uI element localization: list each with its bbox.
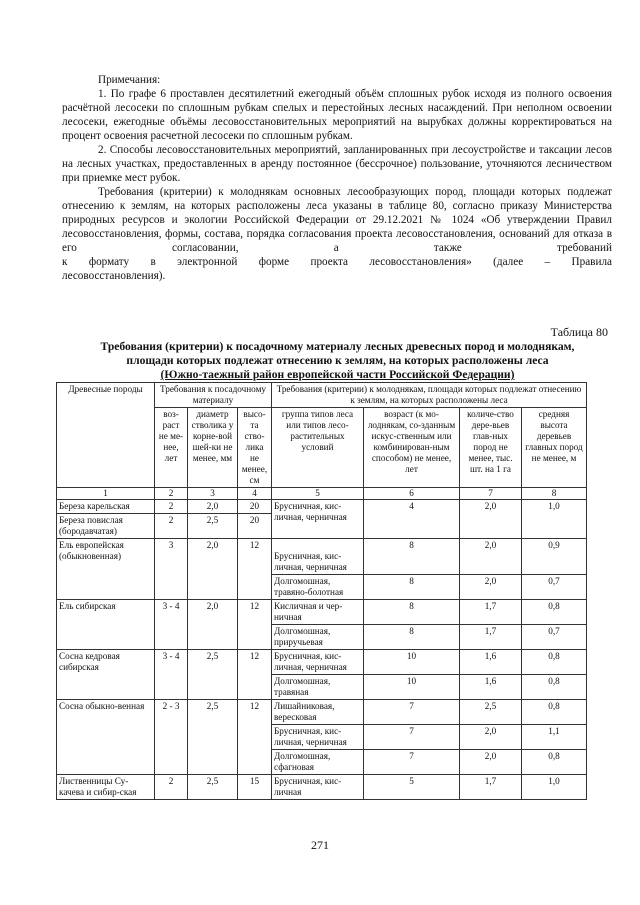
- avg-height-cell: 1,1: [522, 725, 587, 750]
- age-cell: 3 - 4: [155, 600, 188, 650]
- notes-section: [62, 73, 612, 283]
- age-cell: 2: [155, 514, 188, 539]
- young-age-cell: 8: [364, 539, 460, 575]
- diameter-cell: 2,5: [188, 650, 238, 700]
- header-young-age: возраст (к мо-лоднякам, со-зданным искус-ственным или комбинирован-ным способом) не менее, лет: [364, 408, 460, 488]
- forest-type-cell: Кисличная и чер-ничная: [272, 600, 364, 625]
- avg-height-cell: 0,7: [522, 625, 587, 650]
- forest-type-cell: Брусничная, кис-личная, черничная: [272, 500, 364, 539]
- height-cell: 15: [238, 775, 272, 800]
- avg-height-cell: 1,0: [522, 500, 587, 539]
- count-cell: 1,7: [460, 600, 522, 625]
- col-number: 6: [364, 488, 460, 500]
- forest-type-cell: Брусничная, кис-личная, черничная: [272, 539, 364, 575]
- height-cell: 12: [238, 650, 272, 700]
- forest-type-cell: Долгомошная, сфагновая: [272, 750, 364, 775]
- col-number: 7: [460, 488, 522, 500]
- count-cell: 2,0: [460, 750, 522, 775]
- young-age-cell: 8: [364, 625, 460, 650]
- forest-type-cell: Лишайниковая, вересковая: [272, 700, 364, 725]
- young-age-cell: 7: [364, 700, 460, 725]
- header-forest-type: группа типов леса или типов лесо-растительных условий: [272, 408, 364, 488]
- count-cell: 1,6: [460, 650, 522, 675]
- requirements-table: [56, 382, 587, 800]
- young-age-cell: 8: [364, 575, 460, 600]
- age-cell: 3: [155, 539, 188, 600]
- diameter-cell: 2,0: [188, 600, 238, 650]
- header-avg-height: средняя высота деревьев главных пород не менее, м: [522, 408, 587, 488]
- avg-height-cell: 0,8: [522, 650, 587, 675]
- header-planting: Требования к посадочному материалу: [155, 383, 272, 408]
- table-row: [57, 539, 587, 575]
- avg-height-cell: 0,9: [522, 539, 587, 575]
- forest-type-cell: Брусничная, кис-личная, черничная: [272, 725, 364, 750]
- table-row: [57, 775, 587, 800]
- count-cell: 2,0: [460, 539, 522, 575]
- count-cell: 2,0: [460, 500, 522, 539]
- avg-height-cell: 0,8: [522, 600, 587, 625]
- col-number: 8: [522, 488, 587, 500]
- requirements-paragraph: Требования (критерии) к молоднякам основных лесообразующих пород, площади которых подлежат отнесению к землям, на которых расположены леса указаны в таблице 80, согласно приказу Министерства природных ресурсов и экологии Российской Федерации от 29.12.2021 № 1024 «Об утверждении Правил лесовосстановления, формы, состава, порядка согласования проекта лесовосстановления, оснований для отказа в его согласовании, а также требований: [62, 186, 612, 254]
- species-cell: Сосна обыкно-венная: [57, 700, 155, 775]
- diameter-cell: 2,0: [188, 500, 238, 514]
- age-cell: 2: [155, 775, 188, 800]
- species-cell: Сосна кедровая сибирская: [57, 650, 155, 700]
- age-cell: 2: [155, 500, 188, 514]
- height-cell: 20: [238, 500, 272, 514]
- col-number: 1: [57, 488, 155, 500]
- species-cell: Ель сибирская: [57, 600, 155, 650]
- forest-type-cell: Брусничная, кис-личная: [272, 775, 364, 800]
- avg-height-cell: 0,7: [522, 575, 587, 600]
- col-number: 2: [155, 488, 188, 500]
- requirements-paragraph-end: лесовосстановления).: [62, 270, 166, 282]
- forest-type-cell: Брусничная, кис-личная, черничная: [272, 650, 364, 675]
- diameter-cell: 2,5: [188, 775, 238, 800]
- species-cell: Береза повислая (бородавчатая): [57, 514, 155, 539]
- page-number: 271: [311, 838, 329, 852]
- forest-type-cell: Долгомошная, травяная: [272, 675, 364, 700]
- header-diameter: диаметр стволика у корне-вой шей-ки не менее, мм: [188, 408, 238, 488]
- height-cell: 20: [238, 514, 272, 539]
- species-cell: Береза карельская: [57, 500, 155, 514]
- col-number: 5: [272, 488, 364, 500]
- note-2: 2. Способы лесовосстановительных мероприятий, запланированных при лесоустройстве и таксации лесов на лесных участках, предоставленных в аренду постоянное (бессрочное) пользование, уточняются лесничеством при приемке мест рубок.: [62, 144, 612, 184]
- young-age-cell: 4: [364, 500, 460, 539]
- header-age: воз-раст не ме-нее, лет: [155, 408, 188, 488]
- avg-height-cell: 0,8: [522, 750, 587, 775]
- count-cell: 2,0: [460, 725, 522, 750]
- diameter-cell: 2,5: [188, 700, 238, 775]
- count-cell: 1,7: [460, 625, 522, 650]
- young-age-cell: 10: [364, 675, 460, 700]
- height-cell: 12: [238, 539, 272, 600]
- table-row: [57, 600, 587, 625]
- column-numbers-row: [57, 488, 587, 500]
- table-title: [60, 340, 615, 382]
- young-age-cell: 8: [364, 600, 460, 625]
- requirements-paragraph-cont: к формату в электронной форме проекта лесовосстановления» (далее – Правила: [62, 256, 612, 268]
- avg-height-cell: 1,0: [522, 775, 587, 800]
- young-age-cell: 10: [364, 650, 460, 675]
- table-title-line-1: Требования (критерии) к посадочному материалу лесных древесных пород и молоднякам,: [100, 340, 575, 353]
- header-species: Древесные породы: [57, 383, 155, 488]
- young-age-cell: 7: [364, 725, 460, 750]
- age-cell: 2 - 3: [155, 700, 188, 775]
- species-cell: Ель европейская (обыкновенная): [57, 539, 155, 600]
- young-age-cell: 5: [364, 775, 460, 800]
- avg-height-cell: 0,8: [522, 675, 587, 700]
- col-number: 3: [188, 488, 238, 500]
- height-cell: 12: [238, 600, 272, 650]
- table-title-line-3: (Южно-таежный район европейской части Российской Федерации): [160, 368, 515, 381]
- forest-type-cell: Долгомошная, травяно-болотная: [272, 575, 364, 600]
- forest-type-cell: Долгомошная, приручьевая: [272, 625, 364, 650]
- species-cell: Лиственницы Су-качева и сибир-ская: [57, 775, 155, 800]
- col-number: 4: [238, 488, 272, 500]
- count-cell: 1,7: [460, 775, 522, 800]
- table-title-line-2: площади которых подлежат отнесению к землям, на которых расположены леса: [126, 354, 549, 367]
- header-count: количе-ство дере-вьев глав-ных пород не менее, тыс. шт. на 1 га: [460, 408, 522, 488]
- notes-heading: Примечания:: [98, 74, 161, 86]
- table-row: [57, 650, 587, 675]
- header-young: Требования (критерии) к молоднякам, площади которых подлежат отнесению к землям, на которых расположены леса: [272, 383, 587, 408]
- count-cell: 1,6: [460, 675, 522, 700]
- count-cell: 2,0: [460, 575, 522, 600]
- avg-height-cell: 0,8: [522, 700, 587, 725]
- diameter-cell: 2,0: [188, 539, 238, 600]
- header-height: высо-та ство-лика не менее, см: [238, 408, 272, 488]
- height-cell: 12: [238, 700, 272, 775]
- table-number: Таблица 80: [550, 325, 608, 339]
- table-row: [57, 700, 587, 725]
- count-cell: 2,5: [460, 700, 522, 725]
- note-1: 1. По графе 6 проставлен десятилетний ежегодный объём сплошных рубок исходя из полного освоения расчётной лесосеки по сплошным рубкам спелых и перестойных лесных насаждений. При неполном освоении лесосеки, ежегодные объёмы лесовосстановительных мероприятий на вырубках должны корректироваться на процент освоения расчетной лесосеки по сплошным рубкам.: [62, 88, 612, 142]
- diameter-cell: 2,5: [188, 514, 238, 539]
- young-age-cell: 7: [364, 750, 460, 775]
- table-row: [57, 500, 587, 514]
- age-cell: 3 - 4: [155, 650, 188, 700]
